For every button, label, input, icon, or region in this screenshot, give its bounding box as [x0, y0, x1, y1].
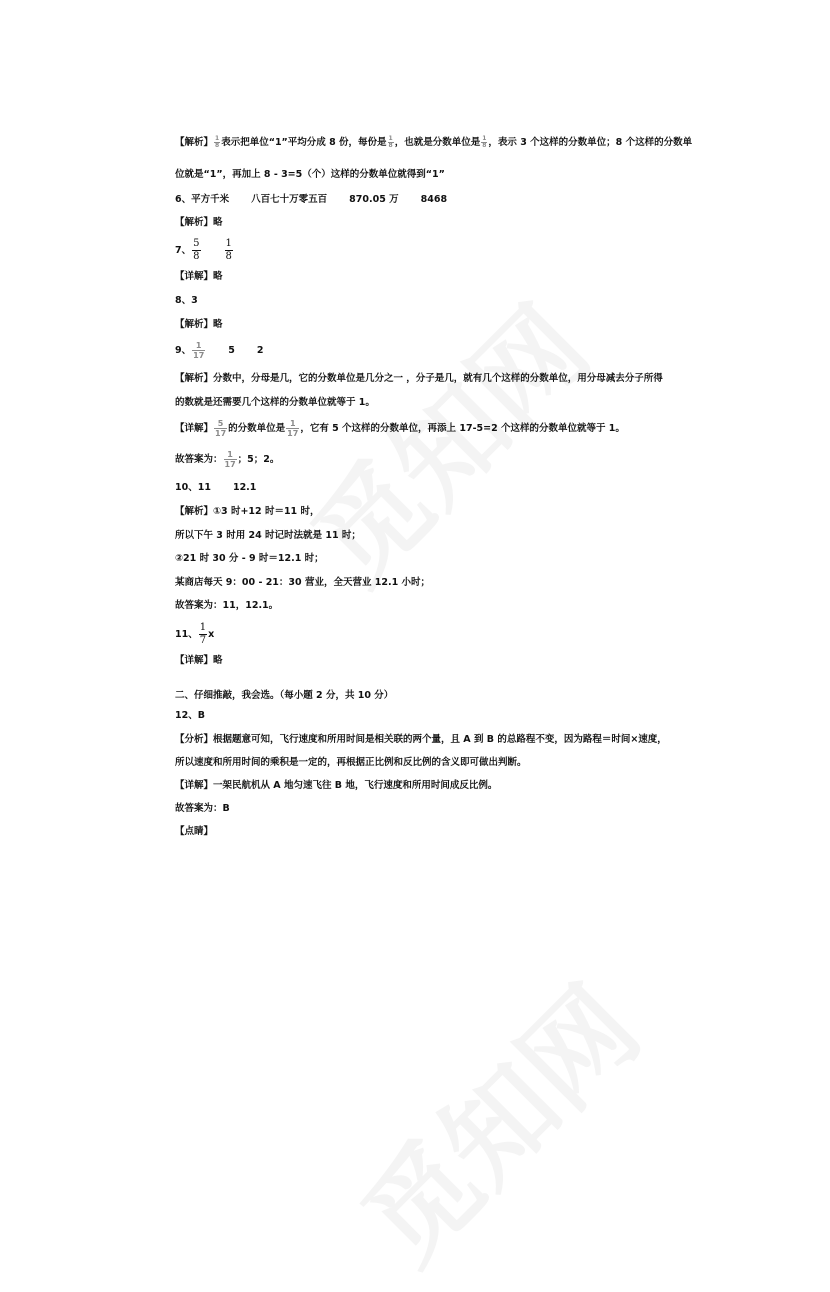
- fraction: $\frac{1}{17}$: [193, 341, 205, 360]
- q12-answer: 故答案为：B: [175, 803, 230, 814]
- q12-tip: 【点睛】: [175, 826, 214, 837]
- text: ，也就是分数单位是: [394, 137, 481, 148]
- q10-answer: 故答案为：11，12.1。: [175, 600, 279, 611]
- text: 表示把单位“1”平均分成 8 份，每份是: [221, 137, 387, 148]
- fraction: $\frac{1}{8}$: [215, 135, 220, 149]
- q10-analysis-4: 某商店每天 9：00 - 21：30 营业，全天营业 12.1 小时；: [175, 577, 430, 588]
- q9-line: 9、 $\frac{1}{17}$ 5 2: [175, 341, 264, 360]
- q11-line: 11、 $\frac{1}{7}$ x: [175, 622, 215, 646]
- watermark-1: [272, 266, 617, 611]
- q11-note: 【详解】略: [175, 655, 223, 666]
- section-2-heading: 二、仔细推敲，我会选。（每小题 2 分，共 10 分）: [175, 690, 394, 701]
- q8-line: 8、3: [175, 295, 198, 306]
- fraction: $\frac{1}{8}$: [482, 135, 487, 149]
- fraction: $\frac{5}{8}$: [193, 238, 200, 262]
- text: ，表示 3 个这样的分数单位；8 个这样的分数单: [488, 137, 693, 148]
- q9-detail: 【详解】 $\frac{5}{17}$ 的分数单位是 $\frac{1}{17}$ ，它有 5 个这样的分数单位，再添上 17-5=2 个这样的分数单位就等于 1。: [175, 419, 625, 438]
- watermark-2: [322, 946, 667, 1291]
- q9-analysis-1: 【解析】分数中，分母是几，它的分数单位是几分之一 ，分子是几，就有几个这样的分数单位，用分母减去分子所得: [175, 373, 663, 384]
- fraction: $\frac{1}{8}$: [225, 238, 232, 262]
- q10-analysis-1: 【解析】①3 时+12 时＝11 时，: [175, 506, 320, 517]
- q12-line: 12、B: [175, 710, 205, 721]
- q7-line: 7、 $\frac{5}{8}$ $\frac{1}{8}$: [175, 238, 232, 262]
- fraction: $\frac{1}{8}$: [388, 135, 393, 149]
- fraction: $\frac{5}{17}$: [215, 419, 227, 438]
- line-2: 位就是“1”，再加上 8 - 3=5（个）这样的分数单位就得到“1”: [175, 169, 445, 180]
- fraction: $\frac{1}{17}$: [224, 450, 236, 469]
- fraction: $\frac{1}{17}$: [287, 419, 299, 438]
- q12-analysis-2: 所以速度和所用时间的乘积是一定的，再根据正比例和反比例的含义即可做出判断。: [175, 757, 527, 768]
- q10-analysis-2: 所以下午 3 时用 24 时记时法就是 11 时；: [175, 530, 361, 541]
- q6-note: 【解析】略: [175, 217, 223, 228]
- line-1: [175, 136, 692, 150]
- q10-line: 10、11 12.1: [175, 482, 257, 493]
- q12-analysis-1: 【分析】根据题意可知，飞行速度和所用时间是相关联的两个量，且 A 到 B 的总路程不变，因为路程＝时间×速度，: [175, 734, 667, 745]
- q9-analysis-2: 的数就是还需要几个这样的分数单位就等于 1。: [175, 397, 375, 408]
- q12-detail: 【详解】一架民航机从 A 地匀速飞往 B 地，飞行速度和所用时间成反比例。: [175, 780, 498, 791]
- q7-note: 【详解】略: [175, 271, 223, 282]
- q8-note: 【解析】略: [175, 319, 223, 330]
- fraction: $\frac{1}{7}$: [199, 622, 207, 646]
- q9-answer: 故答案为： $\frac{1}{17}$ ；5；2。: [175, 450, 280, 469]
- q6-line: 6、平方千米 八百七十万零五百 870.05 万 8468: [175, 194, 448, 205]
- text: 【解析】: [175, 137, 214, 148]
- q10-analysis-3: ②21 时 30 分 - 9 时＝12.1 时；: [175, 553, 324, 564]
